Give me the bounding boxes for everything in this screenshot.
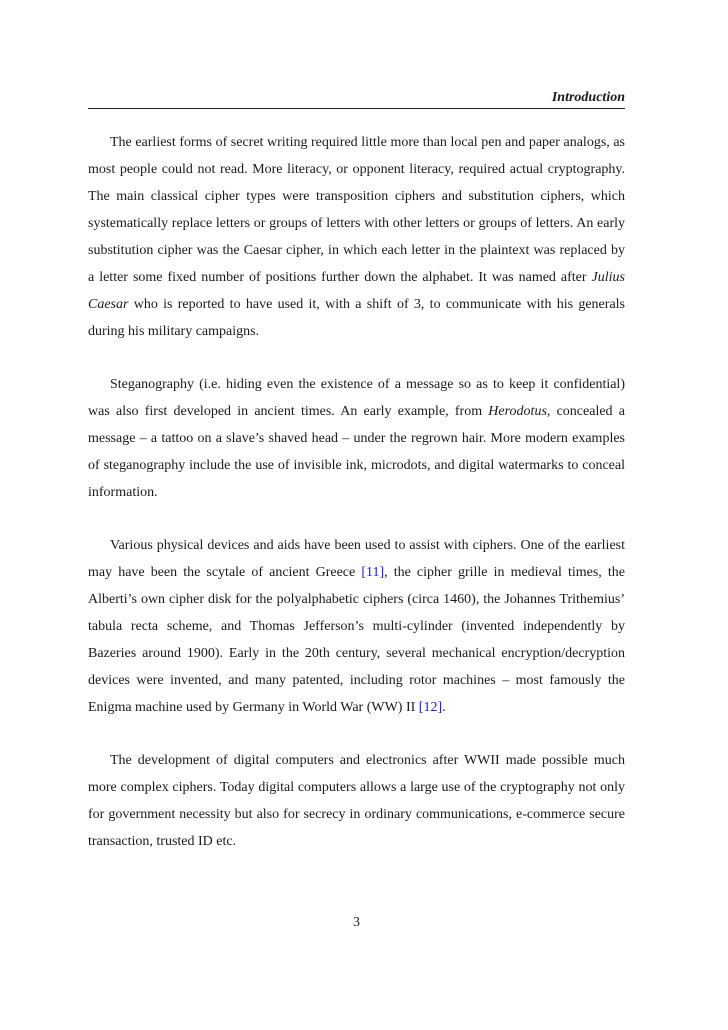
citation-link-11[interactable]: [11] (361, 565, 385, 580)
emphasis-herodotus: Herodotus (488, 404, 547, 419)
paragraph-text: , concealed a message – a tattoo on a slave’s shaved head – under the regrown hair. More modern examples of steganography include the use of invisible ink, microdots, and digital watermarks to conceal information. (88, 404, 625, 500)
emphasis-julius-caesar: Julius Caesar (88, 270, 625, 312)
paragraph-text: , the cipher grille in medieval times, the Alberti’s own cipher disk for the polyalphabetic ciphers (circa 1460), the Johannes Trithemius’ tabula recta scheme, and Thomas Jefferson’s multi-cylinder (invented independently by Bazeries around 1900). Early in the 20th century, several mechanical encryption/decryption devices were invented, and many patented, including rotor machines – most famously the Enigma machine used by Germany in World War (WW) II (88, 565, 625, 715)
body-text (88, 129, 625, 881)
paragraph-physical-devices (88, 532, 625, 721)
paragraph-digital-computers (88, 747, 625, 855)
paragraph-text: Various physical devices and aids have been used to assist with ciphers. One of the earliest may have been the scytale of ancient Greece (88, 538, 625, 580)
page-number: 3 (353, 915, 360, 930)
paragraph-steganography (88, 371, 625, 506)
paragraph-caesar-cipher (88, 129, 625, 345)
paragraph-text: . (442, 700, 446, 715)
paragraph-text: The earliest forms of secret writing required little more than local pen and paper analogs, as most people could not read. More literacy, or opponent literacy, required actual cryptography. The main classical cipher types were transposition ciphers and substitution ciphers, which systematically replace letters or groups of letters with other letters or groups of letters. An early substitution cipher was the Caesar cipher, in which each letter in the plaintext was replaced by a letter some fixed number of positions further down the alphabet. It was named after (88, 135, 625, 285)
header-rule (88, 108, 625, 109)
running-header-title: Introduction (551, 90, 625, 105)
paragraph-text: who is reported to have used it, with a shift of 3, to communicate with his generals during his military campaigns. (88, 297, 625, 339)
citation-link-12[interactable]: [12] (418, 700, 443, 715)
paragraph-text: The development of digital computers and electronics after WWII made possible much more complex ciphers. Today digital computers allows a large use of the cryptography not only for government necessity but also for secrecy in ordinary communications, e-commerce secure transaction, trusted ID etc. (88, 753, 625, 849)
paragraph-text: Steganography (i.e. hiding even the existence of a message so as to keep it confidential) was also first developed in ancient times. An early example, from (88, 377, 625, 419)
